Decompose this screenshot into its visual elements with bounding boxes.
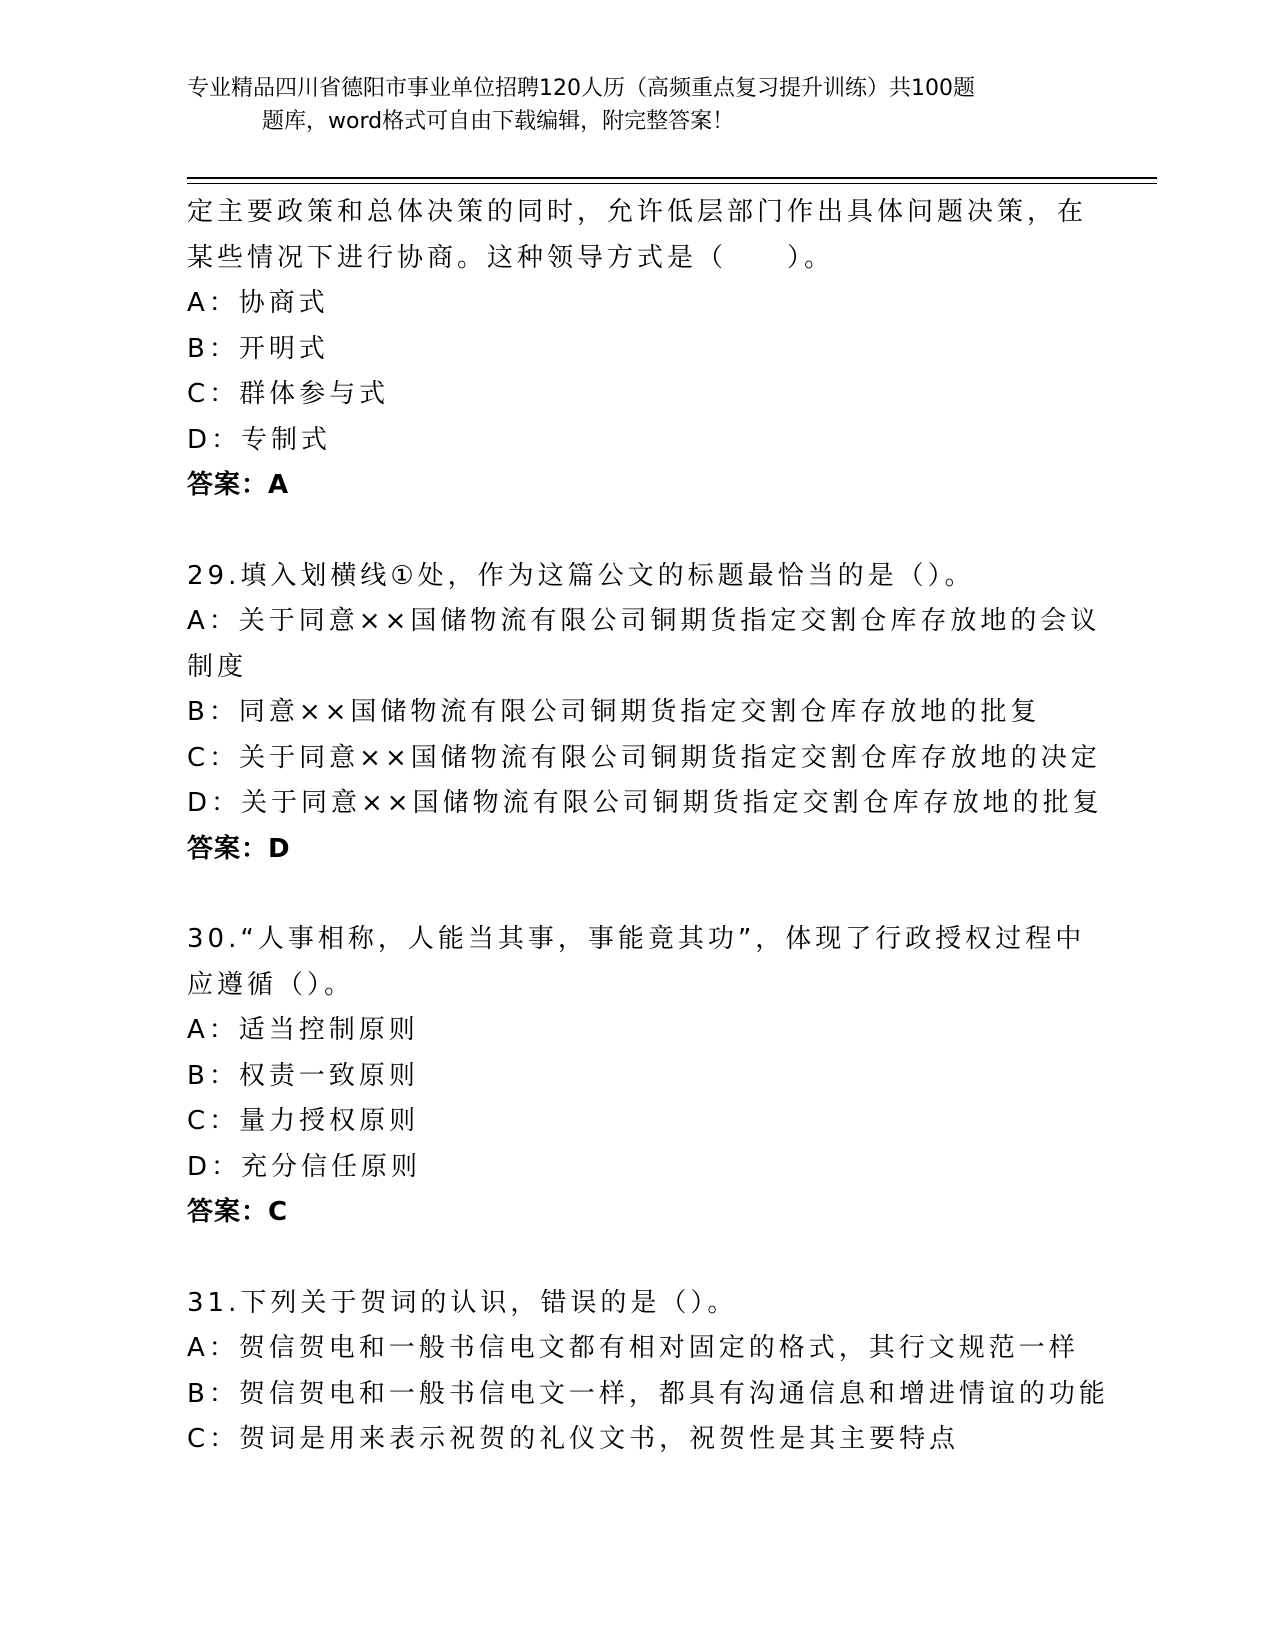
question-stem: 应遵循（）。: [187, 969, 355, 1000]
option-d: D：关于同意××国储物流有限公司铜期货指定交割仓库存放地的批复: [187, 788, 1103, 818]
spacer: [187, 872, 1087, 917]
question-stem: 29.填入划横线①处，作为这篇公文的标题最恰当的是（）。: [187, 560, 975, 591]
answer: 答案：A: [187, 470, 290, 500]
option-b: B：贺信贺电和一般书信电文一样，都具有沟通信息和增进情谊的功能: [187, 1378, 1109, 1409]
spacer: [187, 1236, 1087, 1281]
header-divider-thick: [187, 177, 1157, 179]
option-c: C：群体参与式: [187, 379, 390, 409]
question-stem: 30.“人事相称，人能当其事，事能竟其功”，体现了行政授权过程中: [187, 924, 1086, 954]
header-title-line-1: 专业精品四川省德阳市事业单位招聘120人历（高频重点复习提升训练）共100题: [187, 76, 975, 101]
option-c: C：关于同意××国储物流有限公司铜期货指定交割仓库存放地的决定: [187, 742, 1101, 773]
spacer: [187, 509, 1087, 554]
header-divider-thin: [187, 183, 1157, 184]
question-30: [187, 917, 1087, 1236]
option-b: B：开明式: [187, 333, 329, 364]
question-stem: 某些情况下进行协商。这种领导方式是（ ）。: [187, 242, 835, 273]
option-a: A：关于同意××国储物流有限公司铜期货指定交割仓库存放地的会议: [187, 606, 1101, 636]
question-stem: 31.下列关于贺词的认识，错误的是（）。: [187, 1287, 738, 1318]
page-header: [187, 72, 1087, 138]
option-a: A：适当控制原则: [187, 1015, 419, 1045]
option-a: A：协商式: [187, 288, 329, 318]
option-c: C：贺词是用来表示祝贺的礼仪文书，祝贺性是其主要特点: [187, 1424, 960, 1454]
option-a-continued: 制度: [187, 651, 248, 682]
question-list: [187, 190, 1109, 1463]
question-31: [187, 1281, 1109, 1463]
answer: 答案：D: [187, 833, 291, 864]
option-b: B：权责一致原则: [187, 1060, 419, 1091]
option-b: B：同意××国储物流有限公司铜期货指定交割仓库存放地的批复: [187, 697, 1041, 727]
option-d: D：专制式: [187, 424, 332, 455]
question-28: [187, 190, 1087, 509]
question-stem: 定主要政策和总体决策的同时，允许低层部门作出具体问题决策，在: [187, 197, 1088, 227]
header-title-line-2: 题库，word格式可自由下载编辑，附完整答案！: [262, 109, 735, 134]
option-d: D：充分信任原则: [187, 1151, 422, 1182]
answer: 答案：C: [187, 1197, 289, 1227]
question-29: [187, 554, 1103, 873]
option-a: A：贺信贺电和一般书信电文都有相对固定的格式，其行文规范一样: [187, 1333, 1079, 1363]
option-c: C：量力授权原则: [187, 1106, 420, 1136]
